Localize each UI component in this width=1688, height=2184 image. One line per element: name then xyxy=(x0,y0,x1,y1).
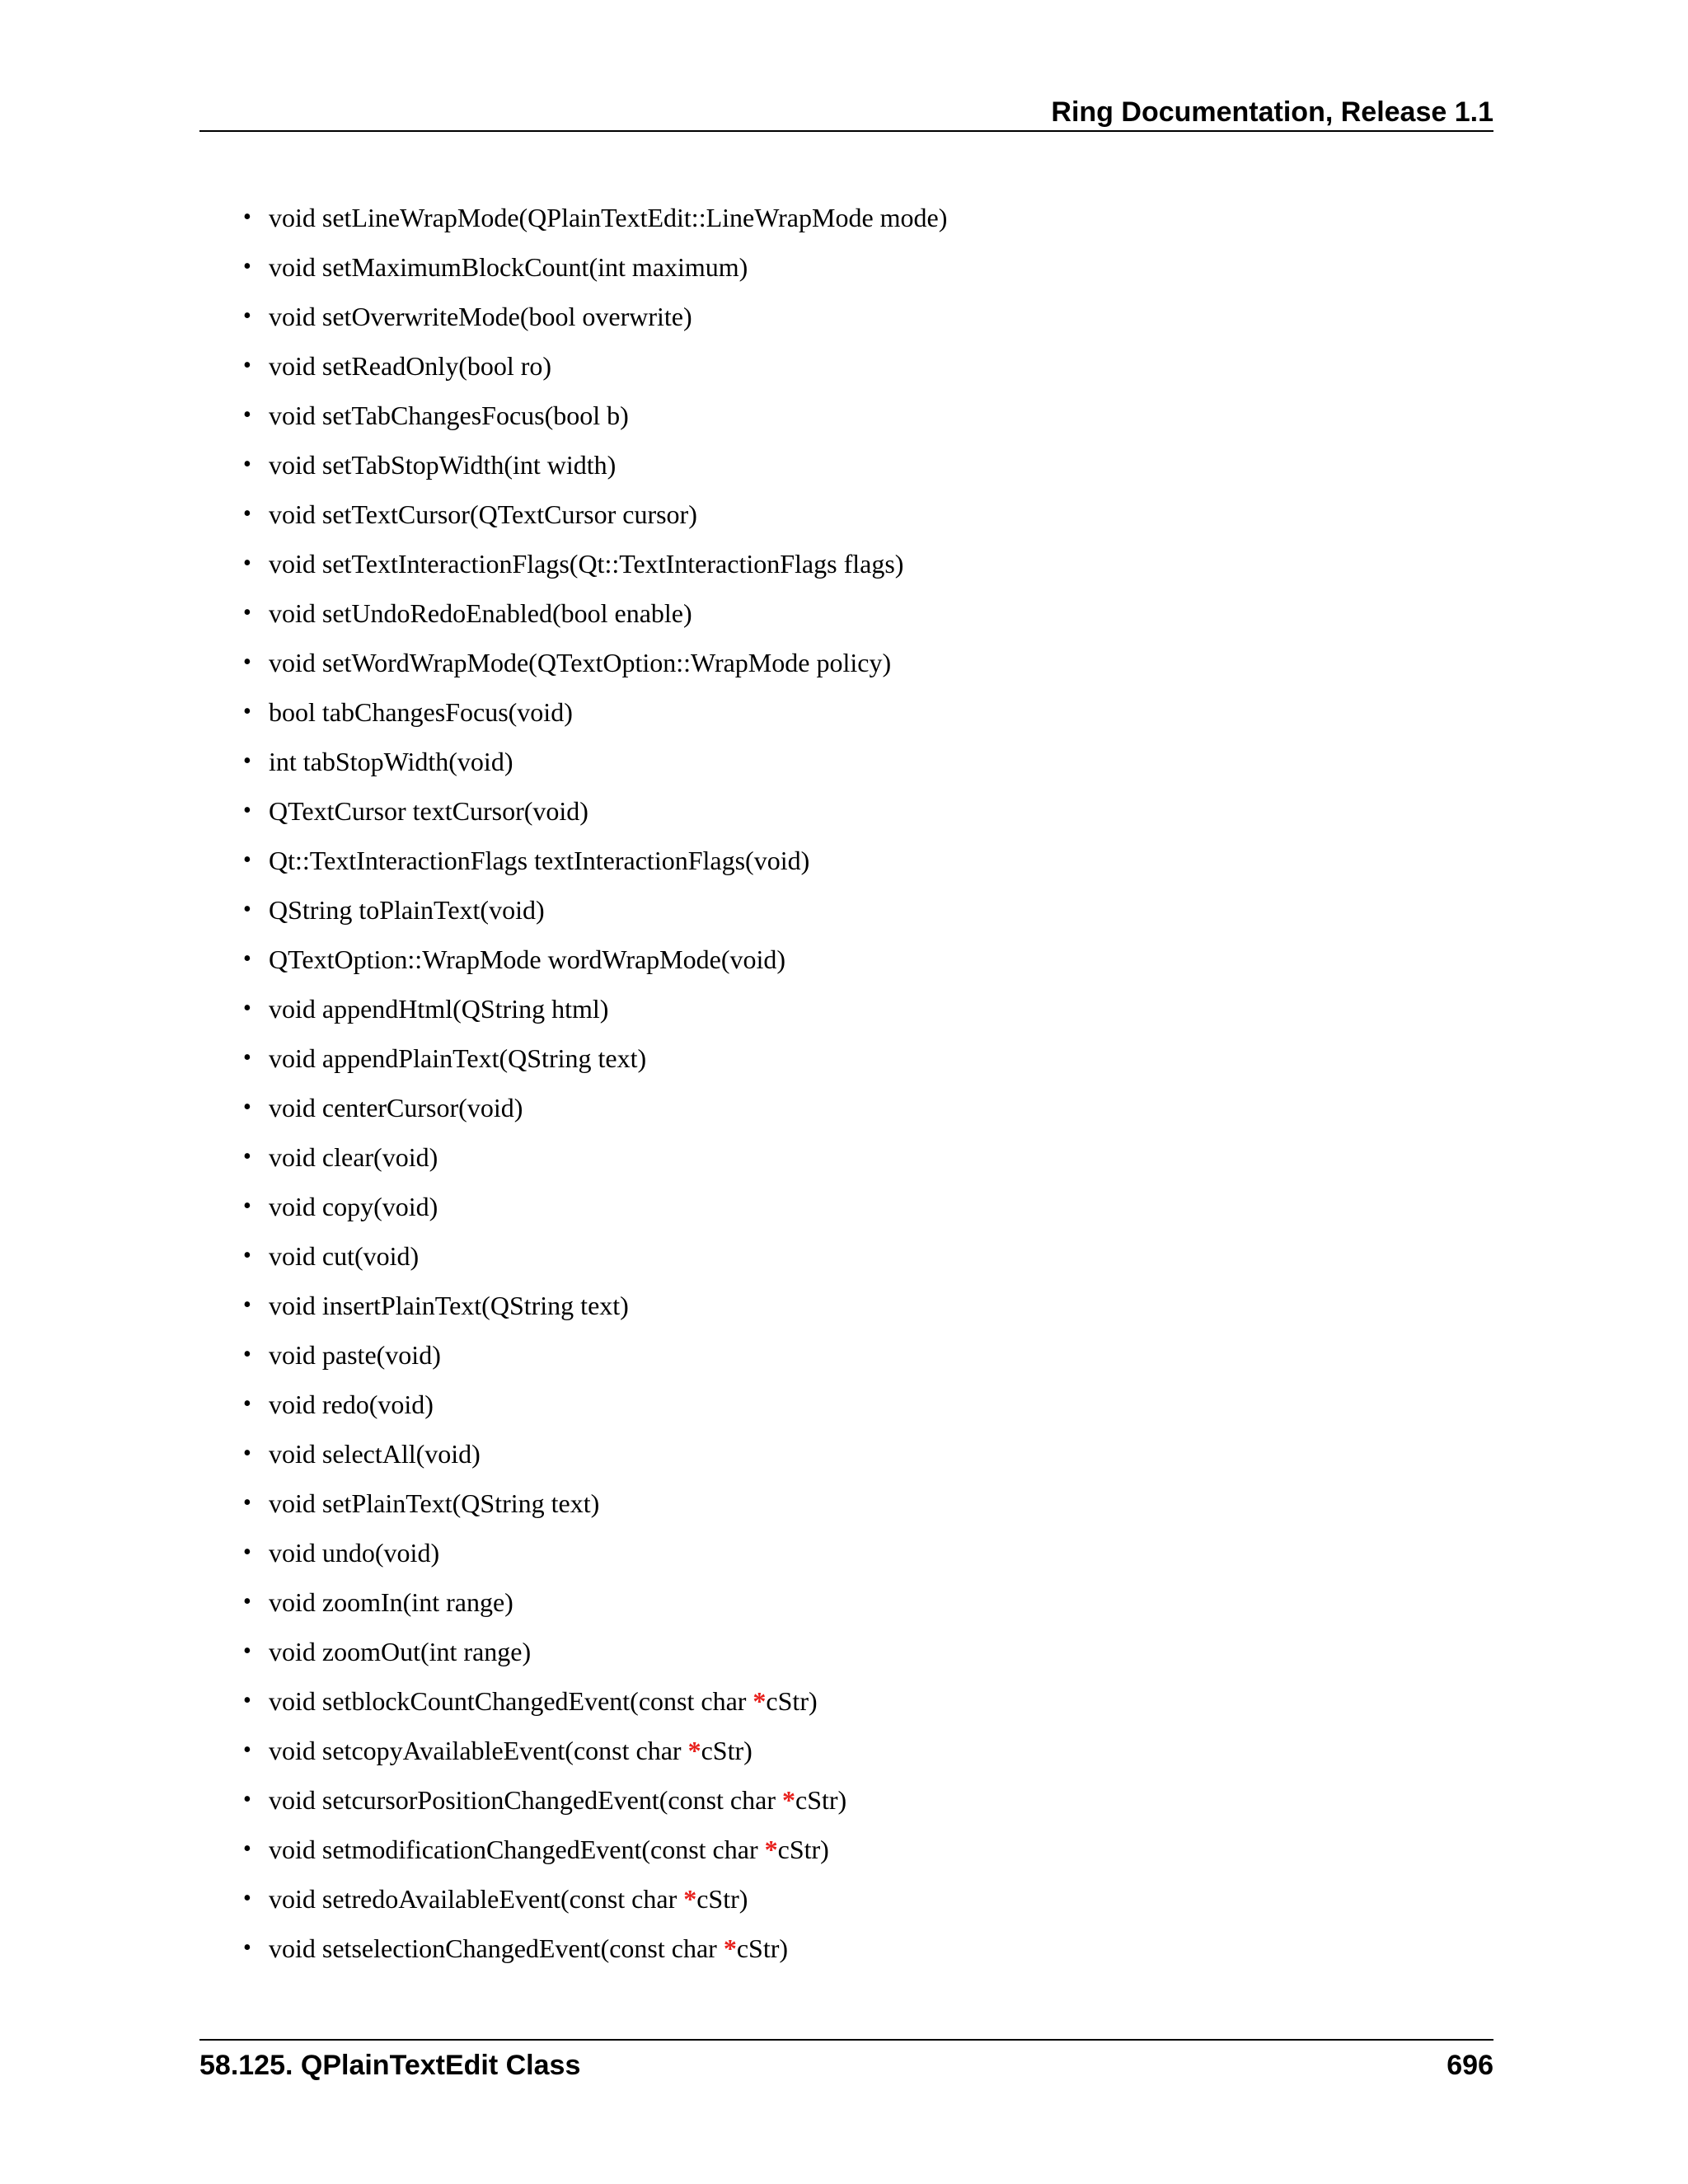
list-item xyxy=(199,1676,1493,1726)
list-item xyxy=(199,193,1493,242)
list-item xyxy=(199,1726,1493,1775)
bullet-icon: • xyxy=(243,1540,251,1565)
list-item xyxy=(199,490,1493,539)
pointer-asterisk: * xyxy=(723,1933,737,1963)
method-text: void centerCursor(void) xyxy=(269,1093,523,1122)
list-item xyxy=(199,1874,1493,1924)
method-text: void setReadOnly(bool ro) xyxy=(269,351,552,381)
method-text: void setTabStopWidth(int width) xyxy=(269,450,617,480)
method-text: void copy(void) xyxy=(269,1192,438,1221)
list-item xyxy=(199,1528,1493,1577)
pointer-asterisk: * xyxy=(764,1835,778,1864)
list-item xyxy=(199,984,1493,1033)
method-text: QTextCursor textCursor(void) xyxy=(269,796,588,826)
bullet-icon: • xyxy=(243,1292,251,1318)
list-item xyxy=(199,638,1493,687)
method-text-part: void setcursorPositionChangedEvent(const char xyxy=(269,1785,782,1815)
bullet-icon: • xyxy=(243,1243,251,1268)
bullet-icon: • xyxy=(243,1638,251,1664)
list-item xyxy=(199,885,1493,935)
list-item xyxy=(199,1479,1493,1528)
method-text: void setMaximumBlockCount(int maximum) xyxy=(269,252,748,282)
method-text: void undo(void) xyxy=(269,1538,440,1568)
bullet-icon: • xyxy=(243,501,251,527)
method-text: void setUndoRedoEnabled(bool enable) xyxy=(269,598,692,628)
bullet-icon: • xyxy=(243,1094,251,1120)
bullet-icon: • xyxy=(243,1490,251,1516)
list-item xyxy=(199,1825,1493,1874)
bullet-icon: • xyxy=(243,1688,251,1713)
bullet-icon: • xyxy=(243,1886,251,1911)
list-item xyxy=(199,1330,1493,1380)
bullet-icon: • xyxy=(243,1391,251,1417)
method-text: void setLineWrapMode(QPlainTextEdit::LineWrapMode mode) xyxy=(269,203,948,232)
list-item xyxy=(199,341,1493,391)
method-text: void setPlainText(QString text) xyxy=(269,1488,600,1518)
bullet-icon: • xyxy=(243,1589,251,1615)
list-item xyxy=(199,1182,1493,1231)
method-text-part: void setselectionChangedEvent(const char xyxy=(269,1933,724,1963)
list-item xyxy=(199,1380,1493,1429)
bullet-icon: • xyxy=(243,1144,251,1169)
list-item xyxy=(199,935,1493,984)
method-text: void paste(void) xyxy=(269,1340,441,1370)
method-text: void insertPlainText(QString text) xyxy=(269,1291,629,1320)
document-title: Ring Documentation, Release 1.1 xyxy=(1051,96,1493,128)
list-item xyxy=(199,737,1493,786)
list-item xyxy=(199,242,1493,292)
method-text-part: cStr) xyxy=(736,1933,789,1963)
section-title: 58.125. QPlainTextEdit Class xyxy=(199,2050,581,2081)
list-item xyxy=(199,1577,1493,1627)
method-text-part: void setredoAvailableEvent(const char xyxy=(269,1884,684,1914)
bullet-icon: • xyxy=(243,897,251,922)
bullet-icon: • xyxy=(243,452,251,477)
bullet-icon: • xyxy=(243,649,251,675)
list-item xyxy=(199,1083,1493,1132)
method-text-part: cStr) xyxy=(766,1686,818,1716)
method-text: QString toPlainText(void) xyxy=(269,895,545,925)
method-text: void zoomIn(int range) xyxy=(269,1587,513,1617)
method-text: void cut(void) xyxy=(269,1241,420,1271)
bullet-icon: • xyxy=(243,204,251,230)
pointer-asterisk: * xyxy=(683,1884,697,1914)
bullet-icon: • xyxy=(243,303,251,329)
pointer-asterisk: * xyxy=(781,1785,795,1815)
bullet-icon: • xyxy=(243,402,251,428)
bullet-icon: • xyxy=(243,748,251,774)
list-item xyxy=(199,836,1493,885)
list-item xyxy=(199,440,1493,490)
method-text-part: void setblockCountChangedEvent(const char xyxy=(269,1686,753,1716)
method-text-part: cStr) xyxy=(777,1835,829,1864)
list-item xyxy=(199,1132,1493,1182)
method-text-part: cStr) xyxy=(701,1736,753,1765)
method-text: void appendHtml(QString html) xyxy=(269,994,609,1024)
list-item xyxy=(199,391,1493,440)
list-item xyxy=(199,1775,1493,1825)
bullet-icon: • xyxy=(243,1787,251,1812)
bullet-icon: • xyxy=(243,1935,251,1961)
pointer-asterisk: * xyxy=(753,1686,767,1716)
list-item xyxy=(199,292,1493,341)
method-text: void zoomOut(int range) xyxy=(269,1637,532,1666)
page-header xyxy=(199,91,1493,132)
method-text: void setTextInteractionFlags(Qt::TextInteractionFlags flags) xyxy=(269,549,904,579)
method-text: void clear(void) xyxy=(269,1142,438,1172)
list-item xyxy=(199,1429,1493,1479)
list-item xyxy=(199,1627,1493,1676)
list-item xyxy=(199,1033,1493,1083)
bullet-icon: • xyxy=(243,1193,251,1219)
method-text: void redo(void) xyxy=(269,1390,434,1419)
method-text: void setTabChangesFocus(bool b) xyxy=(269,401,629,430)
method-text-part: void setcopyAvailableEvent(const char xyxy=(269,1736,688,1765)
bullet-icon: • xyxy=(243,847,251,873)
list-item xyxy=(199,687,1493,737)
bullet-icon: • xyxy=(243,1737,251,1763)
method-text: QTextOption::WrapMode wordWrapMode(void) xyxy=(269,944,786,974)
list-item xyxy=(199,1281,1493,1330)
page-footer xyxy=(199,2039,1493,2090)
bullet-icon: • xyxy=(243,798,251,823)
list-item xyxy=(199,786,1493,836)
method-text: void appendPlainText(QString text) xyxy=(269,1043,647,1073)
method-text: int tabStopWidth(void) xyxy=(269,747,513,776)
method-text: void setWordWrapMode(QTextOption::WrapMode policy) xyxy=(269,648,892,677)
method-text-part: void setmodificationChangedEvent(const char xyxy=(269,1835,765,1864)
bullet-icon: • xyxy=(243,353,251,378)
pointer-asterisk: * xyxy=(687,1736,701,1765)
bullet-icon: • xyxy=(243,551,251,576)
bullet-icon: • xyxy=(243,996,251,1021)
method-text: void setOverwriteMode(bool overwrite) xyxy=(269,302,692,331)
method-text: void setTextCursor(QTextCursor cursor) xyxy=(269,499,697,529)
method-text: Qt::TextInteractionFlags textInteractionFlags(void) xyxy=(269,846,810,875)
list-item xyxy=(199,588,1493,638)
method-text: void selectAll(void) xyxy=(269,1439,481,1469)
list-item xyxy=(199,1924,1493,1973)
method-list xyxy=(199,193,1493,1973)
method-text: bool tabChangesFocus(void) xyxy=(269,697,573,727)
method-text-part: cStr) xyxy=(696,1884,748,1914)
bullet-icon: • xyxy=(243,600,251,626)
bullet-icon: • xyxy=(243,1441,251,1466)
method-text-part: cStr) xyxy=(795,1785,847,1815)
bullet-icon: • xyxy=(243,1342,251,1367)
bullet-icon: • xyxy=(243,1045,251,1071)
bullet-icon: • xyxy=(243,699,251,724)
bullet-icon: • xyxy=(243,946,251,972)
bullet-icon: • xyxy=(243,254,251,279)
page-number: 696 xyxy=(1447,2050,1493,2081)
bullet-icon: • xyxy=(243,1836,251,1862)
list-item xyxy=(199,539,1493,588)
list-item xyxy=(199,1231,1493,1281)
